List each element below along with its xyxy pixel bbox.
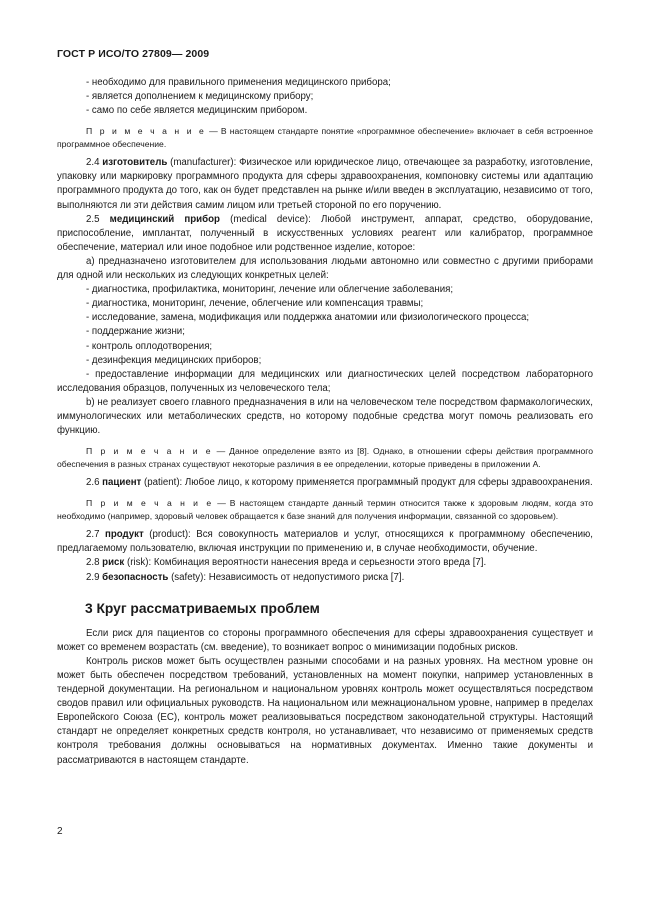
section-paragraph: Контроль рисков может быть осуществлен разными способами и на разных уровнях. На местном уровне он может быть обеспечен посредством требований, установленных на момент покупки, например установленных в тендерной документации. На региональном и национальном уровнях контроль может осуществляться посредством сводов правил или официальных руководств. На национальном или межнациональном уровне, например в пределах Европейского Союза (ЕС), контроль может реализовываться посредством законодательной структуры. Настоящий стандарт не определяет конкретных средств контроля, но устанавливает, что независимо от применяемых средств контроля требования должны основываться на нормативных документах. Именно такие документы и рассматриваются в настоящем стандарте. [57, 655, 593, 766]
list-item: - диагностика, мониторинг, лечение, облегчение или компенсация травмы; [86, 298, 424, 310]
note-3 [57, 497, 593, 522]
note-2 [57, 445, 593, 470]
definition-number: 2.5 [86, 213, 110, 225]
definition-text: (product): Вся совокупность материалов и услуг, относящихся к программному обеспечению, предлагаемому пользователю, включая инструкции по применению и, в случае необходимости, обучение. [57, 529, 593, 555]
definition-2-6 [57, 476, 593, 490]
definition-term: безопасность [102, 571, 169, 583]
definition-text: (manufacturer): Физическое или юридическое лицо, отвечающее за разработку, изготовление, упаковку или маркировку программного продукта для сферы здравоохранения, компоновку системы или адаптацию программного продукта до того, как он будет представлен на рынке и/или введен в эксплуатацию, независимо от того, выполняются ли эти действия самим лицом или третьей стороной по его поручению. [57, 157, 593, 211]
definition-2-5-b: b) не реализует своего главного предназначения в или на человеческом теле посредством фармакологических, иммунологических или метаболических средств, но которому подобные средства могут помочь реализовать его функцию. [57, 396, 593, 437]
note-label: П р и м е ч а н и е [86, 126, 207, 137]
note-1 [57, 125, 593, 150]
section-title: 3 Круг рассматриваемых проблем [85, 600, 320, 616]
definition-2-7 [57, 528, 593, 556]
list-item: - диагностика, профилактика, мониторинг, лечение или облегчение заболевания; [86, 284, 454, 296]
definition-number: 2.9 [86, 571, 103, 583]
definition-term: пациент [102, 477, 142, 489]
list-item: - дезинфекция медицинских приборов; [86, 354, 262, 366]
list-item: - необходимо для правильного применения медицинского прибора; [86, 77, 391, 88]
note-text: — Данное определение взято из [8]. Однако, в отношении сферы действия программного обеспечения в разных странах существуют некоторые различия в ее определении, которые приведены в приложении А. [57, 446, 593, 469]
definition-term: изготовитель [102, 157, 168, 169]
definition-term: продукт [104, 529, 144, 541]
standard-header: ГОСТ Р ИСО/ТО 27809— 2009 [57, 48, 210, 60]
definition-text: (medical device): Любой инструмент, аппарат, средство, оборудование, приспособление, имплантат, полученный в искусственных условиях реагент или калибратор, программное обеспечение, материал или иное подобное или родственное изделие, которое: [57, 213, 593, 253]
note-text: — В настоящем стандарте данный термин относится также к здоровым людям, когда это необходимо (например, здоровый человек обращается к базе знаний для получения информации, связанной со здоровьем). [57, 498, 593, 521]
list-item: - само по себе является медицинским прибором. [86, 105, 308, 117]
definition-number: 2.6 [86, 477, 103, 489]
definition-2-8 [57, 556, 593, 570]
definition-number: 2.8 [86, 557, 103, 569]
definition-number: 2.7 [86, 529, 105, 541]
page-number: 2 [57, 826, 63, 837]
note-label: П р и м е ч а н и е [86, 446, 213, 457]
list-item: - исследование, замена, модификация или поддержка анатомии или физиологического процесса; [86, 312, 530, 324]
document-body [57, 76, 593, 768]
definition-2-5-a: а) предназначено изготовителем для использования людьми автономно или совместно с другими приборами для одной или нескольких из следующих конкретных целей: [57, 255, 593, 282]
definition-term: медицинский прибор [109, 213, 220, 225]
definition-2-5 [57, 213, 593, 255]
definition-text: (patient): Любое лицо, к которому применяется программный продукт для сферы здравоохранения. [141, 477, 593, 489]
section-paragraph: Если риск для пациентов со стороны программного обеспечения для сферы здравоохранения существует и может со временем возрастать (см. введение), то возникает вопрос о минимизации подобных рисков. [57, 627, 593, 653]
note-label: П р и м е ч а н и е [86, 498, 214, 509]
note-text: — В настоящем стандарте понятие «программное обеспечение» включает в себя встроенное программное обеспечение. [57, 126, 593, 149]
definition-text: (safety): Независимость от недопустимого риска [7]. [168, 571, 405, 583]
definition-term: риск [102, 557, 125, 569]
definition-number: 2.4 [86, 157, 103, 169]
list-item: - предоставление информации для медицинских или диагностических целей посредством лабораторного исследования образцов, полученных из человеческого тела; [57, 368, 593, 394]
list-item: - поддержание жизни; [86, 326, 185, 338]
list-item: - является дополнением к медицинскому прибору; [86, 91, 314, 103]
definition-2-9 [57, 571, 593, 585]
definition-text: (risk): Комбинация вероятности нанесения вреда и серьезности этого вреда [7]. [124, 557, 487, 569]
list-item: - контроль оплодотворения; [86, 340, 213, 352]
definition-2-4 [57, 156, 593, 212]
